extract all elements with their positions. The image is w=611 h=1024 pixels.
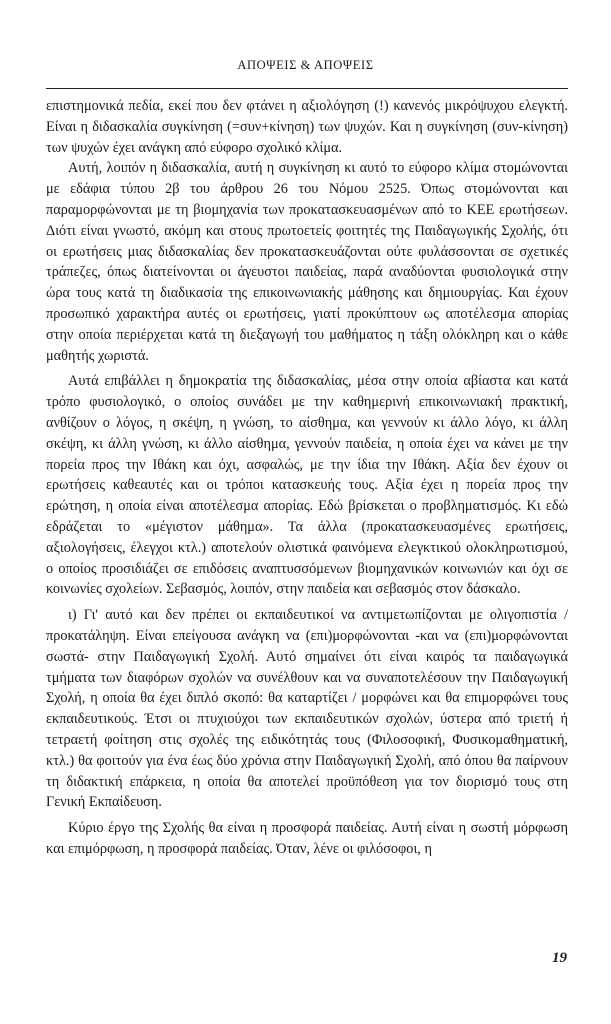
page-number: 19 xyxy=(552,950,567,966)
paragraph-4: ι) Γι' αυτό και δεν πρέπει οι εκπαιδευτικοί να αντιμετωπίζονται με ολιγοπιστία /προκατάληψη. Είναι επείγουσα ανάγκη να (επι)μορφώνονται -και να (επι)μορφώνονται σωστά- στην Παιδαγωγική Σχολή. Αυτό σημαίνει ότι είναι καιρός τα παιδαγωγικά τμήματα των διαφόρων σχολών να συνέλθουν και να συναποτελέσουν την Παιδαγωγική Σχολή, η οποία θα έχει διπλό σκοπό: θα καταρτίζει / μορφώνει και θα επιμορφώνει τους εκπαιδευτικούς. Έτσι οι πτυχιούχοι των εκπαιδευτικών σχολών, ύστερα από τριετή ή τετραετή φοίτηση στις σχολές της ειδικότητάς τους (Φιλοσοφική, Φυσικομαθηματική, κτλ.) θα φοιτούν για ένα έως δύο χρόνια στην Παιδαγωγική Σχολή, από όπου θα παίρνουν τη διδακτική επάρκεια, η οποία θα αποτελεί προϋπόθεση για τον διορισμό τους στη Γενική Εκπαίδευση. xyxy=(46,607,568,811)
paragraph-5: Κύριο έργο της Σχολής θα είναι η προσφορά παιδείας. Αυτή είναι η σωστή μόρφωση και επιμόρφωση, η προσφορά παιδείας. Όταν, λένε οι φιλόσοφοι, η xyxy=(46,820,568,857)
paragraph-3: Αυτά επιβάλλει η δημοκρατία της διδασκαλίας, μέσα στην οποία αβίαστα και κατά τρόπο φυσιολογικό, ο οποίος συνάδει με την καθημερινή επικοινωνιακή πρακτική, ανθίζουν ο λόγος, η σκέψη, η γνώση, το αίσθημα, και γεννούν κι άλλο λόγο, κι άλλη σκέψη, κι άλλη γνώση, κι άλλο αίσθημα, γεννούν παιδεία, η οποία έχει να κάνει με την πορεία προς την Ιθάκη και όχι, ασφαλώς, με την ίδια την Ιθάκη. Αξία δεν έχουν οι ερωτήσεις καθεαυτές και οι τρόποι κατασκευής τους. Αξία έχει η πορεία προς την ερώτηση, η οποία είναι αποτέλεσμα απορίας. Εδώ βρίσκεται ο προβληματισμός. Κι εδώ εδράζεται το «μέγιστον μάθημα». Τα άλλα (προκατασκευασμένες ερωτήσεις, αξιολογήσεις, έλεγχοι κτλ.) αποτελούν ολιστικά φαινόμενα ελεγκτικού ολοκληρωτισμού, ο οποίος προσιδιάζει σε επιδόσεις αναπτυσσόμενων βιομηχανικών κοινωνιών και όχι σε κοινωνίες σχολείων. Σεβασμός, λοιπόν, στην παιδεία και σεβασμός στον δάσκαλο. xyxy=(46,373,568,598)
header-rule xyxy=(46,88,568,89)
paragraph-2: Αυτή, λοιπόν η διδασκαλία, αυτή η συγκίνηση κι αυτό το εύφορο κλίμα στομώνονται με εδάφια τύπου 2β του άρθρου 26 του Νόμου 2525. Όπως στομώνονται και παραμορφώνονται με τη βιομηχανία των προκατασκευασμένων από το ΚΕΕ ερωτήσεων. Διότι είναι γνωστό, ακόμη και στους πρωτοετείς φοιτητές της Παιδαγωγικής Σχολής, ότι οι ερωτήσεις μιας διδασκαλίας δεν προκατασκευάζονται ούτε φυλάσσονται σε σχετικές τράπεζες, όπως διατείνονται οι άγευστοι παιδείας, παρά αναδύονται φυσιολογικά στην ώρα τους κατά τη διαδικασία της επικοινωνιακής μάθησης και δημιουργίας. Και έχουν προσωπικό χαρακτήρα αυτές οι ερωτήσεις, γιατί προκύπτουν ως αποτέλεσμα απορίας στην οποία περιέρχεται κατά τη διεξαγωγή του μαθήματος η τάξη ολόκληρη και ο κάθε μαθητής χωριστά. xyxy=(46,160,568,364)
body-text xyxy=(46,96,568,860)
paragraph-1: επιστημονικά πεδία, εκεί που δεν φτάνει η αξιολόγηση (!) κανενός μικρόψυχου ελεγκτή. Είναι η διδασκαλία συγκίνηση (=συν+κίνηση) των ψυχών. Και η συγκίνηση (συν-κίνηση) των ψυχών έχει ανάγκη από εύφορο σχολικό κλίμα. xyxy=(46,98,568,156)
running-head: ΑΠΟΨΕΙΣ & ΑΠΟΨΕΙΣ xyxy=(237,58,374,72)
